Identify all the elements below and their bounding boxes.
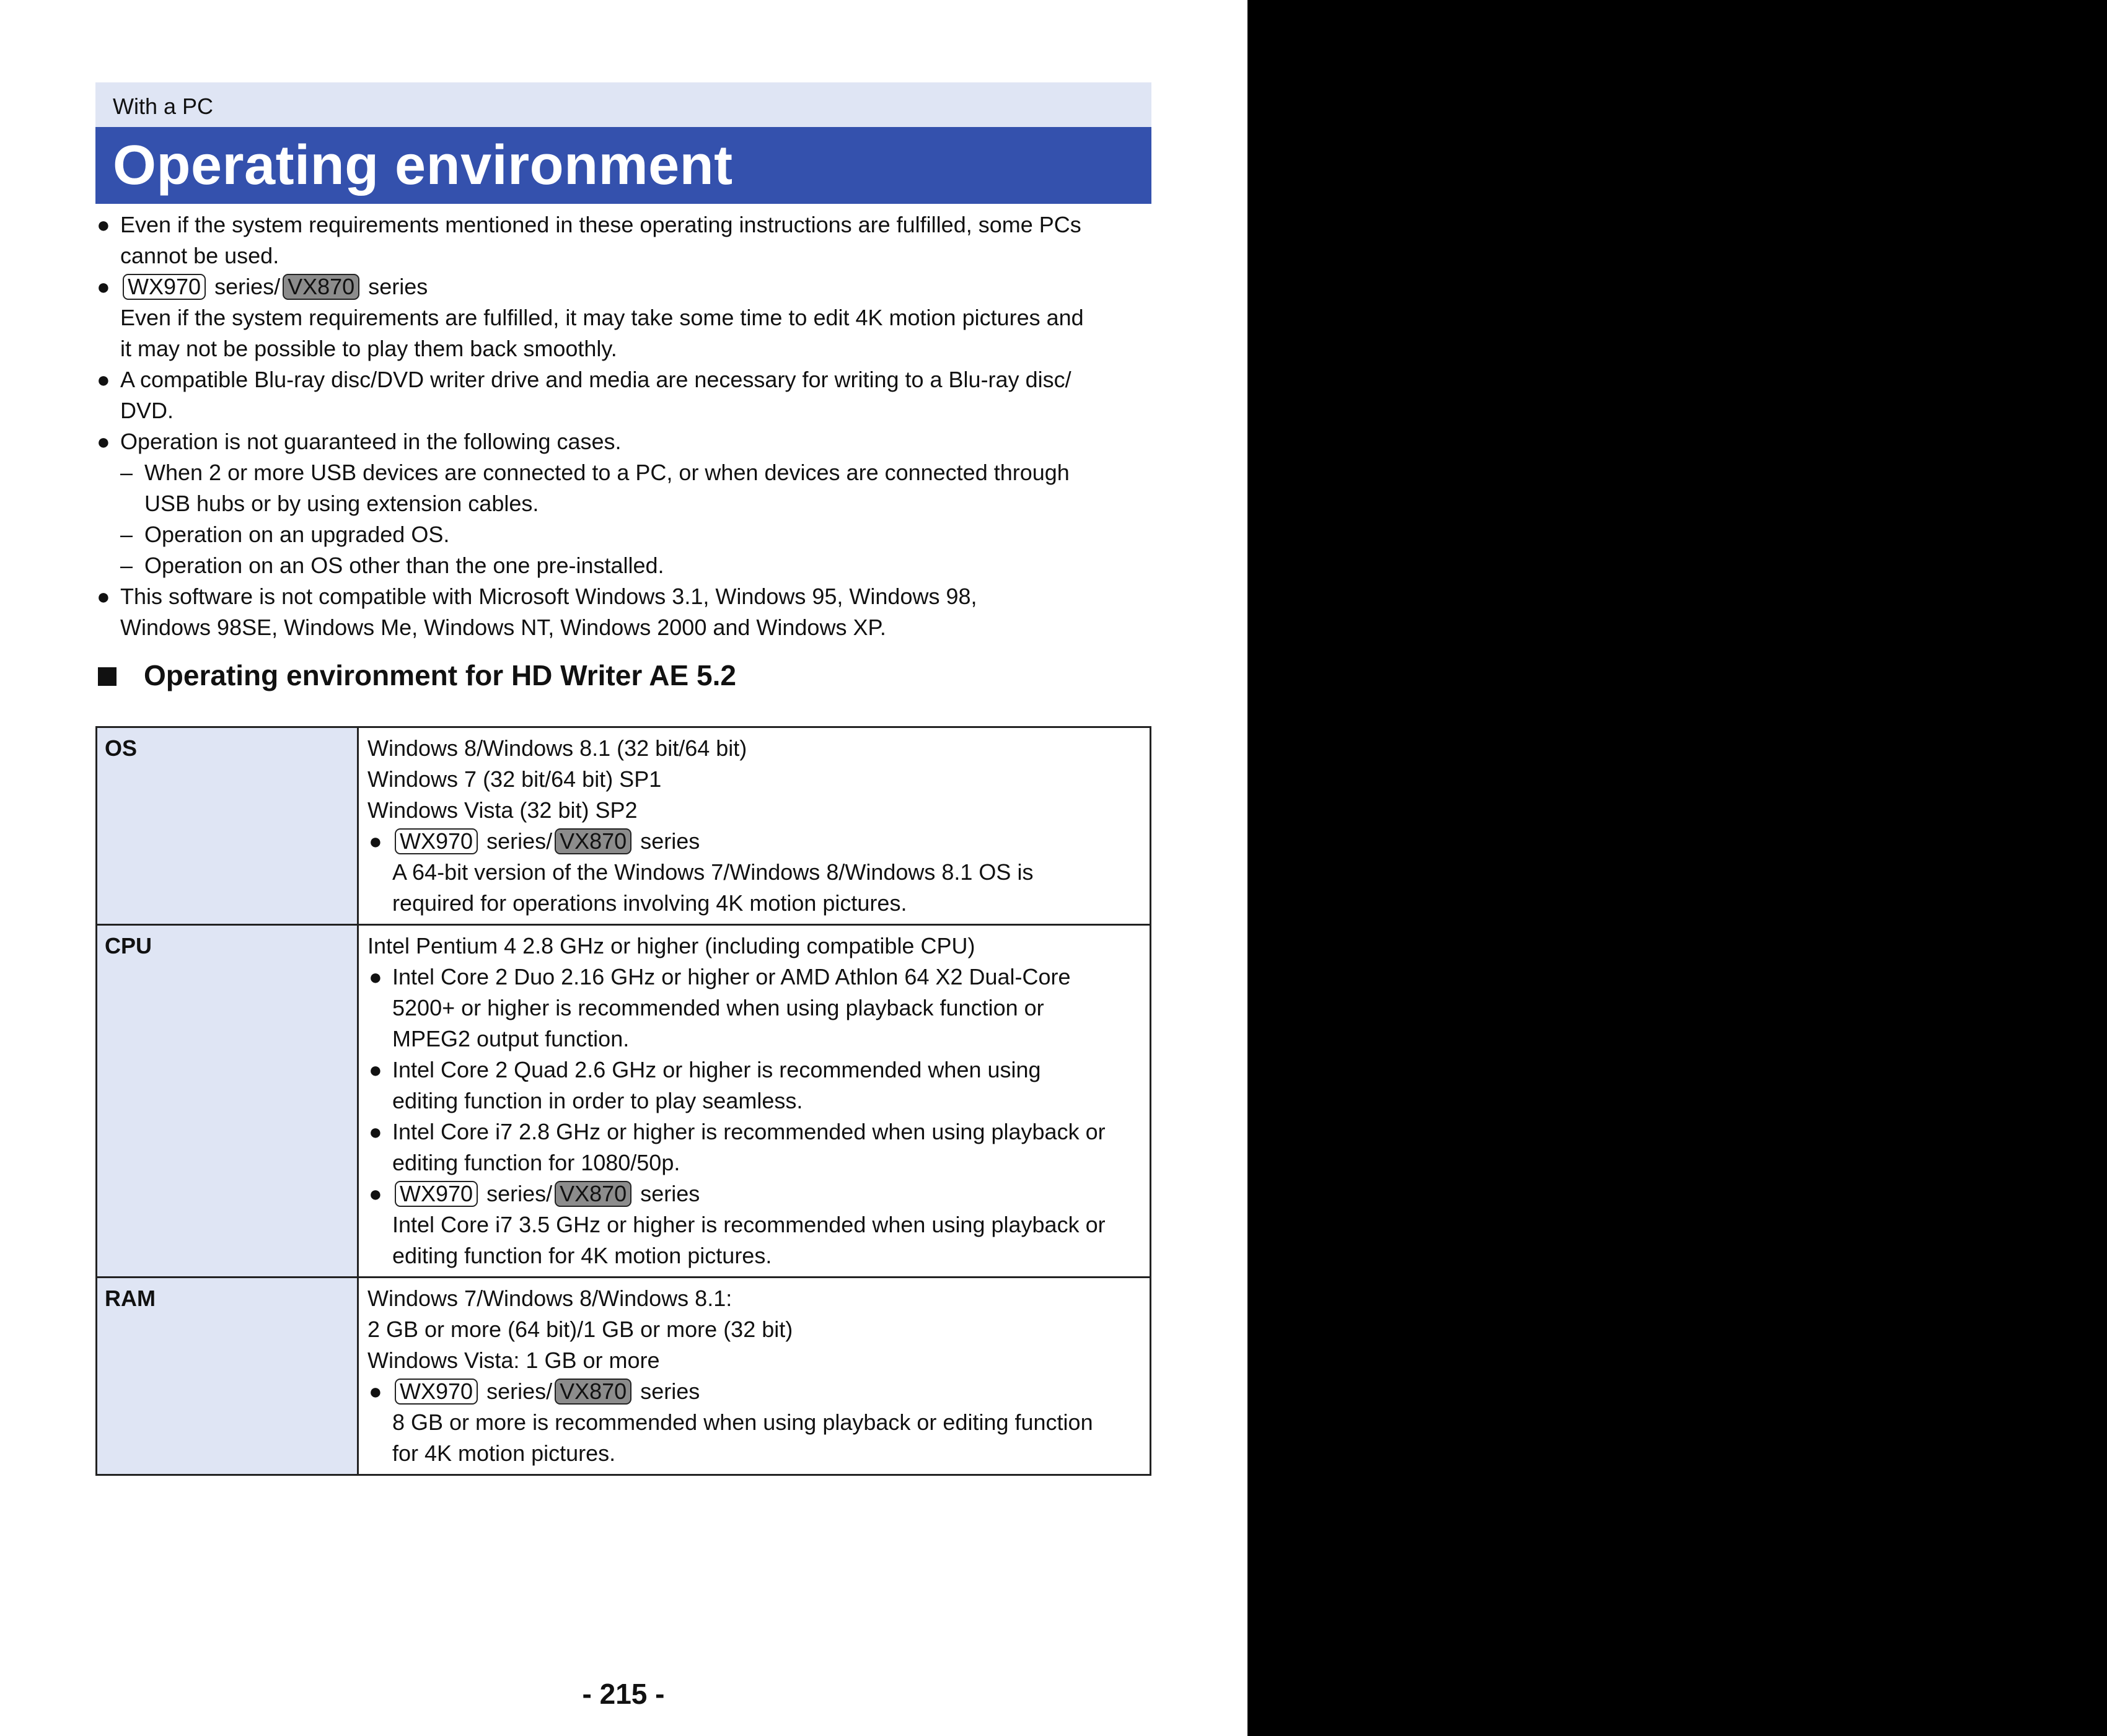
requirements-table (95, 726, 1151, 1476)
bullet-icon: ● (369, 1119, 382, 1144)
bullet-icon: ● (97, 367, 110, 392)
dash-icon: – (120, 553, 133, 578)
bullet-icon: ● (369, 1379, 382, 1404)
sub-note-item: – Operation on an OS other than the one pre-installed. (95, 550, 1151, 581)
bullet-icon: ● (369, 828, 382, 854)
bullet-icon: ● (369, 964, 382, 989)
subheading: Operating environment for HD Writer AE 5.2 (95, 657, 736, 694)
model-tag-vx870: VX870 (555, 1379, 631, 1405)
notes-list (95, 209, 1151, 643)
page-title: Operating environment (113, 134, 733, 196)
list-item: ● Intel Core 2 Duo 2.16 GHz or higher or AMD Athlon 64 X2 Dual-Core 5200+ or higher is recommended when using playback function or MPEG2 output function. (367, 962, 1141, 1054)
note-item: ● This software is not compatible with Microsoft Windows 3.1, Windows 95, Windows 98, Windows 98SE, Windows Me, Windows NT, Windows 2000 and Windows XP. (95, 581, 1151, 643)
model-tag-vx870: VX870 (555, 828, 631, 854)
model-tag-wx970: WX970 (123, 274, 206, 300)
dash-icon: – (120, 460, 133, 485)
square-bullet-icon (98, 667, 117, 686)
model-tag-wx970: WX970 (395, 1181, 478, 1207)
bullet-icon: ● (97, 584, 110, 609)
dash-icon: – (120, 522, 133, 547)
model-tag-wx970: WX970 (395, 828, 478, 854)
table-row-ram (97, 1278, 1151, 1475)
model-tag-vx870: VX870 (555, 1181, 631, 1207)
bullet-icon: ● (369, 1181, 382, 1206)
note-item: ● Operation is not guaranteed in the following cases. (95, 426, 1151, 457)
row-label: RAM (97, 1278, 358, 1475)
model-tag-line: WX970 series/ VX870 series (392, 826, 1141, 857)
model-tag-line: WX970 series/ VX870 series (392, 1376, 1141, 1407)
sub-note-item: – Operation on an upgraded OS. (95, 519, 1151, 550)
black-side-panel (1247, 0, 2107, 1736)
row-value: Windows 8/Windows 8.1 (32 bit/64 bit) Windows 7 (32 bit/64 bit) SP1 Windows Vista (32 bit) SP2 ● WX970 series/ VX870 series A 64-bit version of the Windows 7/Windows 8/Windows 8.1 OS is required for operations involving 4K motion pictures. (358, 727, 1151, 925)
bullet-icon: ● (97, 274, 110, 299)
model-tag-wx970: WX970 (395, 1379, 478, 1405)
table-row-os (97, 727, 1151, 925)
row-label: CPU (97, 925, 358, 1278)
table-row-cpu (97, 925, 1151, 1278)
section-band (95, 82, 1151, 127)
title-band (95, 127, 1151, 204)
sub-note-item: – When 2 or more USB devices are connected to a PC, or when devices are connected through USB hubs or by using extension cables. (95, 457, 1151, 519)
bullet-icon: ● (97, 212, 110, 237)
list-item: ● Intel Core i7 2.8 GHz or higher is recommended when using playback or editing function for 1080/50p. (367, 1116, 1141, 1178)
bullet-icon: ● (97, 429, 110, 454)
page-number: - 215 - (582, 1678, 665, 1710)
list-item: ● WX970 series/ VX870 series A 64-bit version of the Windows 7/Windows 8/Windows 8.1 OS is required for operations involving 4K motion pictures. (367, 826, 1141, 919)
row-value: Windows 7/Windows 8/Windows 8.1: 2 GB or more (64 bit)/1 GB or more (32 bit) Windows Vista: 1 GB or more ● WX970 series/ VX870 series 8 GB or more is recommended when using playback or editing function for 4K motion pictures. (358, 1278, 1151, 1475)
model-tag-line: WX970 series/ VX870 series (392, 1178, 1141, 1209)
model-tag-line: WX970 series/ VX870 series (120, 271, 1151, 302)
bullet-icon: ● (369, 1057, 382, 1082)
list-item: ● WX970 series/ VX870 series Intel Core i7 3.5 GHz or higher is recommended when using playback or editing function for 4K motion pictures. (367, 1178, 1141, 1271)
note-item: ● Even if the system requirements mentioned in these operating instructions are fulfilled, some PCs cannot be used. (95, 209, 1151, 271)
note-item: ● A compatible Blu-ray disc/DVD writer drive and media are necessary for writing to a Blu-ray disc/ DVD. (95, 364, 1151, 426)
note-item: ● WX970 series/ VX870 series Even if the system requirements are fulfilled, it may take some time to edit 4K motion pictures and it may not be possible to play them back smoothly. (95, 271, 1151, 364)
section-label: With a PC (113, 94, 214, 119)
row-value: Intel Pentium 4 2.8 GHz or higher (including compatible CPU) ● Intel Core 2 Duo 2.16 GHz or higher or AMD Athlon 64 X2 Dual-Core 5200+ or higher is recommended when using playback function or MPEG2 output function. ● Intel Core 2 Quad 2.6 GHz or higher is recommended when using editing function in order to play seamless. ● Intel Core i7 2.8 GHz or higher is recommended when using playback or editing function for 1080/50p. ● WX970 series/ VX870 series Intel Core i7 3.5 GHz or higher is recommended when using playback or editing function for 4K motion pictures. (358, 925, 1151, 1278)
list-item: ● Intel Core 2 Quad 2.6 GHz or higher is recommended when using editing function in order to play seamless. (367, 1054, 1141, 1116)
model-tag-vx870: VX870 (283, 274, 359, 300)
list-item: ● WX970 series/ VX870 series 8 GB or more is recommended when using playback or editing function for 4K motion pictures. (367, 1376, 1141, 1469)
row-label: OS (97, 727, 358, 925)
